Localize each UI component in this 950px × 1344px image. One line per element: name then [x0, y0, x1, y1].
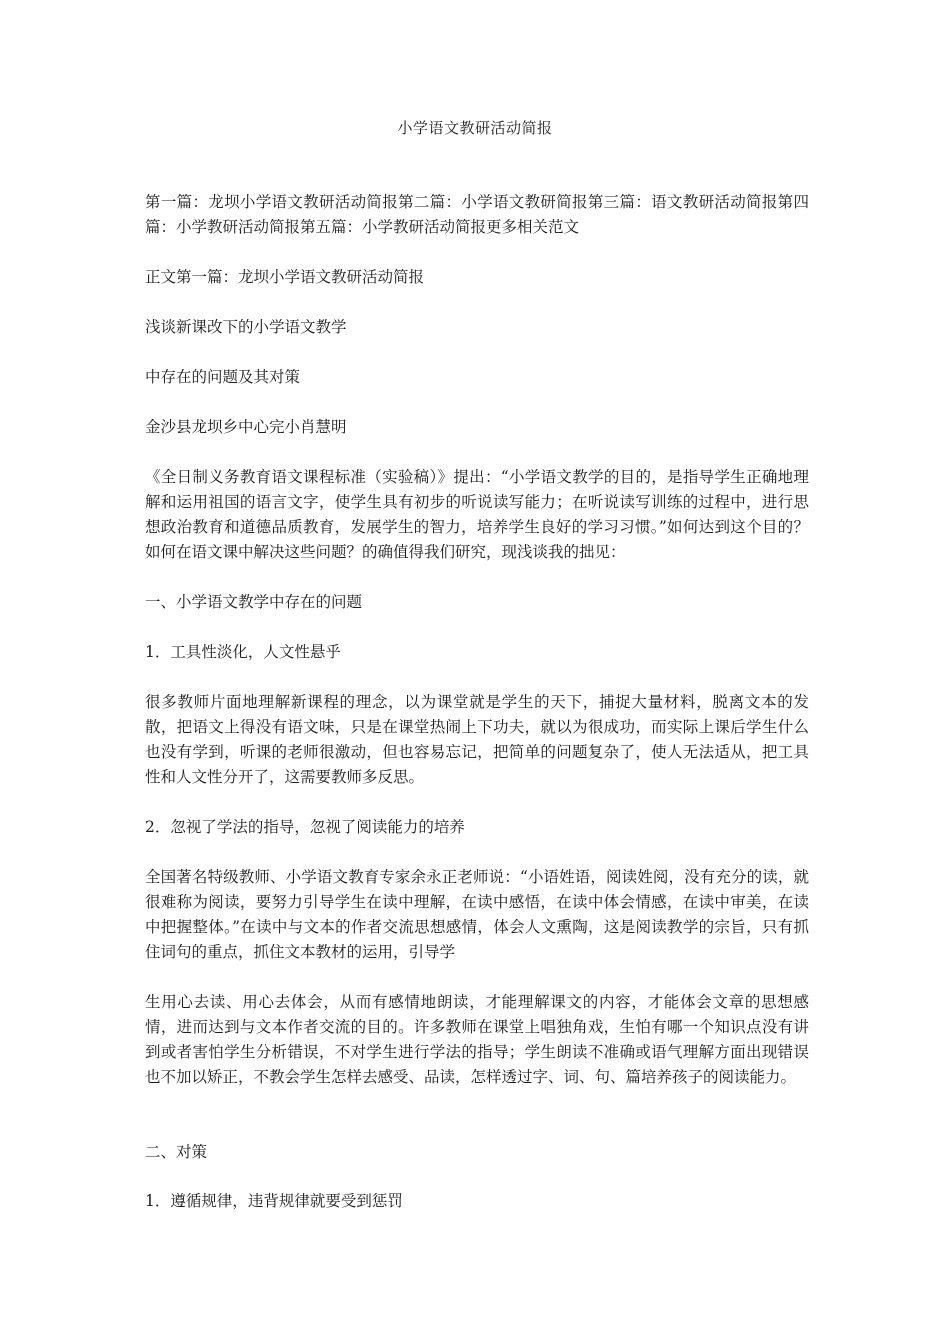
subheading-2: 2．忽视了学法的指导，忽视了阅读能力的培养: [145, 818, 465, 836]
article-title-line-1: 浅谈新课改下的小学语文教学: [145, 318, 347, 336]
intro-paragraph: 《全日制义务教育语文课程标准（实验稿）》提出：“小学语文教学的目的，是指导学生正确地理解和运用祖国的语言文字，使学生具有初步的听说读写能力；在听说读写训练的过程中，进行思想政治教育和道德品质教育，发展学生的智力，培养学生良好的学习习惯。”如何达到这个目的？如何在语文课中解决这些问题？的确值得我们研究，现浅谈我的拙见：: [145, 468, 809, 561]
paragraph-instrumentality: 很多教师片面地理解新课程的理念，以为课堂就是学生的天下，捕捉大量材料，脱离文本的发散，把语文上得没有语文味，只是在课堂热闹上下功夫，就以为很成功，而实际上课后学生什么也没有学到，听课的老师很激动，但也容易忘记，把简单的问题复杂了，使人无法适从，把工具性和人文性分开了，这需要教师多反思。: [145, 693, 809, 786]
main-text-heading: 正文第一篇：龙坝小学语文教研活动简报: [145, 268, 425, 286]
article-title-line-2: 中存在的问题及其对策: [145, 368, 301, 386]
document-title: 小学语文教研活动简报: [397, 119, 553, 137]
section-heading-solutions: 二、对策: [145, 1143, 208, 1161]
table-of-contents-paragraph: 第一篇：龙坝小学语文教研活动简报第二篇：小学语文教研简报第三篇：语文教研活动简报第四篇：小学教研活动简报第五篇：小学教研活动简报更多相关范文: [145, 193, 809, 236]
subheading-1: 1．工具性淡化，人文性悬乎: [145, 643, 341, 661]
subheading-solution-1: 1．遵循规律，违背规律就要受到惩罚: [145, 1192, 403, 1210]
section-heading-problems: 一、小学语文教学中存在的问题: [145, 593, 363, 611]
paragraph-reading-guidance: 生用心去读、用心去体会，从而有感情地朗读，才能理解课文的内容，才能体会文章的思想感情，进而达到与文本作者交流的目的。许多教师在课堂上唱独角戏，生怕有哪一个知识点没有讲到或者害怕学生分析错误，不对学生进行学法的指导；学生朗读不准确或语气理解方面出现错误也不加以矫正，不教会学生怎样去感受、品读，怎样透过字、词、句、篇培养孩子的阅读能力。: [145, 993, 809, 1086]
paragraph-reading-quote: 全国著名特级教师、小学语文教育专家余永正老师说：“小语姓语，阅读姓阅，没有充分的读，就很难称为阅读，要努力引导学生在读中理解，在读中感悟，在读中体会情感，在读中审美，在读中把握整体。”在读中与文本的作者交流思想感情，体会人文熏陶，这是阅读教学的宗旨，只有抓住词句的重点，抓住文本教材的运用，引导学: [145, 868, 809, 961]
author-line: 金沙县龙坝乡中心完小肖慧明: [145, 418, 347, 436]
